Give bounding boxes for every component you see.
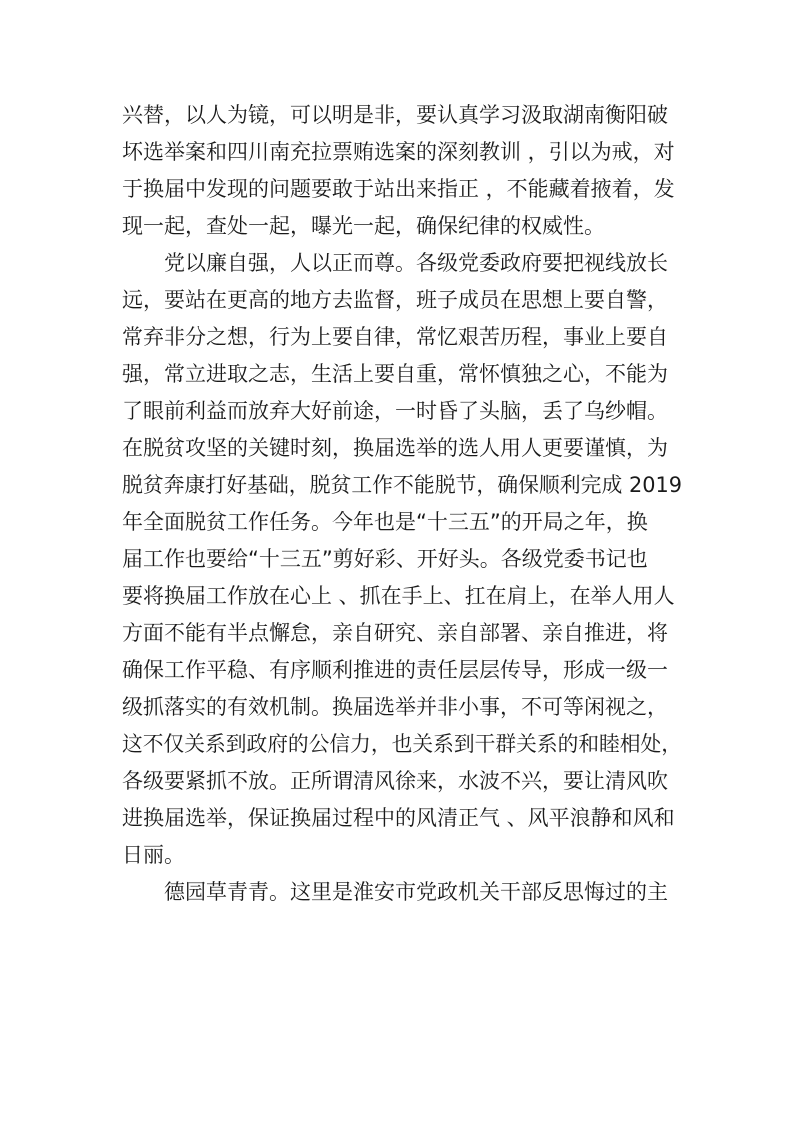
text-line: 了眼前利益而放弃大好前途，一时昏了头脑，丢了乌纱帽。 — [122, 399, 668, 423]
text-line: 各级要紧抓不放。正所谓清风徐来，水波不兴，要让清风吹 — [122, 769, 668, 793]
text-line: 日丽。 — [122, 843, 185, 867]
text-line: 年全面脱贫工作任务。今年也是“十三五”的开局之年，换 — [122, 510, 648, 534]
text-line: 确保工作平稳、有序顺利推进的责任层层传导，形成一级一 — [122, 658, 668, 682]
text-line: 现一起，查处一起，曝光一起，确保纪律的权威性。 — [122, 214, 605, 238]
text-line: 远，要站在更高的地方去监督，班子成员在思想上要自警， — [122, 288, 668, 312]
text-line: 要将换届工作放在心上 、抓在手上、扛在肩上，在举人用人 — [122, 584, 675, 608]
text-line: 兴替，以人为镜，可以明是非，要认真学习汲取湖南衡阳破 — [122, 103, 668, 127]
text-line: 届工作也要给“十三五”剪好彩、开好头。各级党委书记也 — [122, 547, 648, 571]
text-line: 方面不能有半点懈怠，亲自研究、亲自部署、亲自推进，将 — [122, 621, 668, 645]
text-line: 常弃非分之想，行为上要自律，常忆艰苦历程，事业上要自 — [122, 325, 668, 349]
text-line: 强，常立进取之志，生活上要自重，常怀慎独之心，不能为 — [122, 362, 668, 386]
text-line: 坏选举案和四川南充拉票贿选案的深刻教训 ，引以为戒，对 — [122, 140, 675, 164]
text-line: 在脱贫攻坚的关键时刻，换届选举的选人用人更要谨慎，为 — [122, 436, 668, 460]
text-line: 这不仅关系到政府的公信力，也关系到干群关系的和睦相处， — [122, 732, 683, 756]
text-line: 级抓落实的有效机制。换届选举并非小事，不可等闲视之， — [122, 695, 668, 719]
text-line: 脱贫奔康打好基础，脱贫工作不能脱节，确保顺利完成 2019 — [122, 473, 683, 497]
paragraph-start-line: 德园草青青。这里是淮安市党政机关干部反思悔过的主 — [164, 880, 668, 904]
text-line: 进换届选举，保证换届过程中的风清正气 、风平浪静和风和 — [122, 806, 675, 830]
text-line: 于换届中发现的问题要敢于站出来指正 ，不能藏着掖着，发 — [122, 177, 675, 201]
body-text — [122, 97, 682, 911]
paragraph-start-line: 党以廉自强，人以正而尊。各级党委政府要把视线放长 — [164, 251, 668, 275]
